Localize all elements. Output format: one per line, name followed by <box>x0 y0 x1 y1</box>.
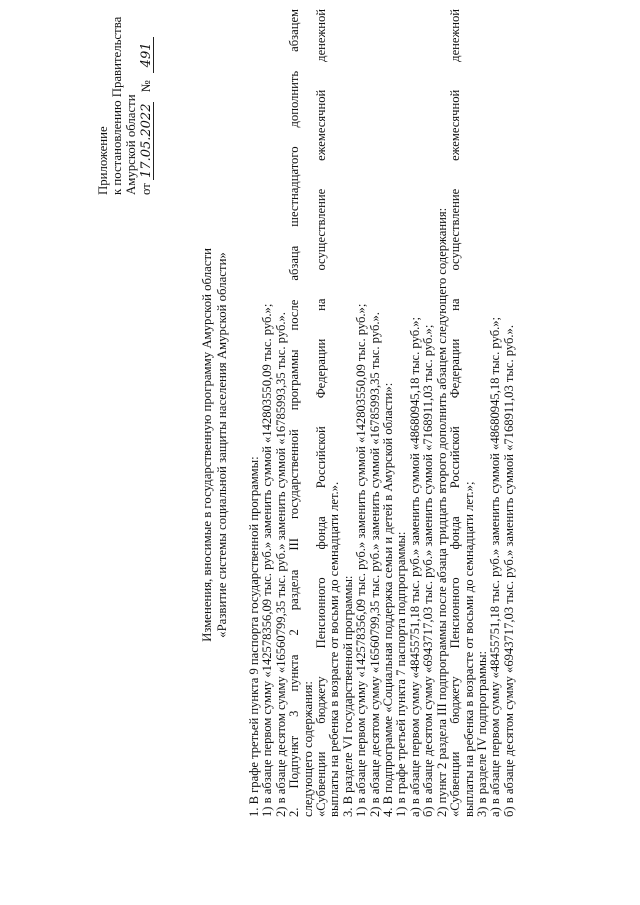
body-line: 2) пункт 2 раздела III подпрограммы после абзаца тридцать второго дополнить абзацем следующего содержания: <box>434 207 449 817</box>
body-line: 3) в разделе IV подпрограммы: <box>474 651 489 817</box>
body-line: «Субвенции бюджету Пенсионного фонда Российской Федерации на осуществление ежемесячной денежной <box>448 9 463 817</box>
body-line: б) в абзаце десятом сумму «6943717,03 тыс. руб.» заменить суммой «7168911,03 тыс. руб.». <box>501 325 516 817</box>
body-line: б) в абзаце десятом сумму «6943717,03 тыс. руб.» заменить суммой «7168911,03 тыс. руб.»; <box>421 324 436 817</box>
number-prefix: № <box>138 80 153 93</box>
date-prefix: от <box>138 183 153 195</box>
title-line-2: «Развитие системы социальной защиты населения Амурской области» <box>214 252 229 638</box>
body-line: выплаты на ребенка в возрасте от восьми до семнадцати лет.». <box>327 481 342 817</box>
appendix-date-line <box>139 17 154 195</box>
handwritten-date: 17.05.2022 <box>138 103 154 178</box>
appendix-line-2: к постановлению Правительства <box>110 16 125 195</box>
body-line: 2) в абзаце десятом сумму «16560799,35 тыс. руб.» заменить суммой «16785993,35 тыс. руб.». <box>367 312 382 817</box>
body-line: следующего содержания: <box>300 681 315 817</box>
body-line: а) в абзаце первом сумму «48455751,18 тыс. руб.» заменить суммой «48680945,18 тыс. руб.»; <box>407 316 422 817</box>
body-line: 3. В разделе VI государственной программы: <box>340 575 355 817</box>
body-line: выплаты на ребенка в возрасте от восьми до семнадцати лет.»; <box>461 481 476 817</box>
body-line: 1) в графе третьей пункта 7 паспорта подпрограммы: <box>394 531 409 817</box>
body-line: а) в абзаце первом сумму «48455751,18 тыс. руб.» заменить суммой «48680945,18 тыс. руб.»; <box>488 316 503 817</box>
appendix-line-3: Амурской области <box>124 94 139 195</box>
body-line: 1. В графе третьей пункта 9 паспорта государственной программы: <box>247 456 261 817</box>
body-line: 4. В подпрограмме «Социальная поддержка семьи и детей в Амурской области»: <box>381 382 396 817</box>
body-line: 2) в абзаце десятом сумму «16560799,35 тыс. руб.» заменить суммой «16785993,35 тыс. руб.». <box>273 312 288 817</box>
document-title <box>200 185 229 705</box>
body-line: 1) в абзаце первом сумму «142578356,09 тыс. руб.» заменить суммой «142803550,09 тыс. руб.»; <box>354 303 369 817</box>
appendix-block <box>96 17 154 195</box>
title-line-1: Изменения, вносимые в государственную программу Амурской области <box>200 248 214 642</box>
document-body <box>248 9 516 817</box>
handwritten-number: 491 <box>141 37 154 73</box>
appendix-line-1: Приложение <box>96 126 110 195</box>
body-line: 1) в абзаце первом сумму «142578356,09 тыс. руб.» заменить суммой «142803550,09 тыс. руб.»; <box>260 303 275 817</box>
body-line: «Субвенции бюджету Пенсионного фонда Российской Федерации на осуществление ежемесячной денежной <box>314 9 329 817</box>
body-line: 2. Подпункт 3 пункта 2 раздела III государственной программы после абзаца шестнадцатого дополнить абзацем <box>287 9 302 817</box>
